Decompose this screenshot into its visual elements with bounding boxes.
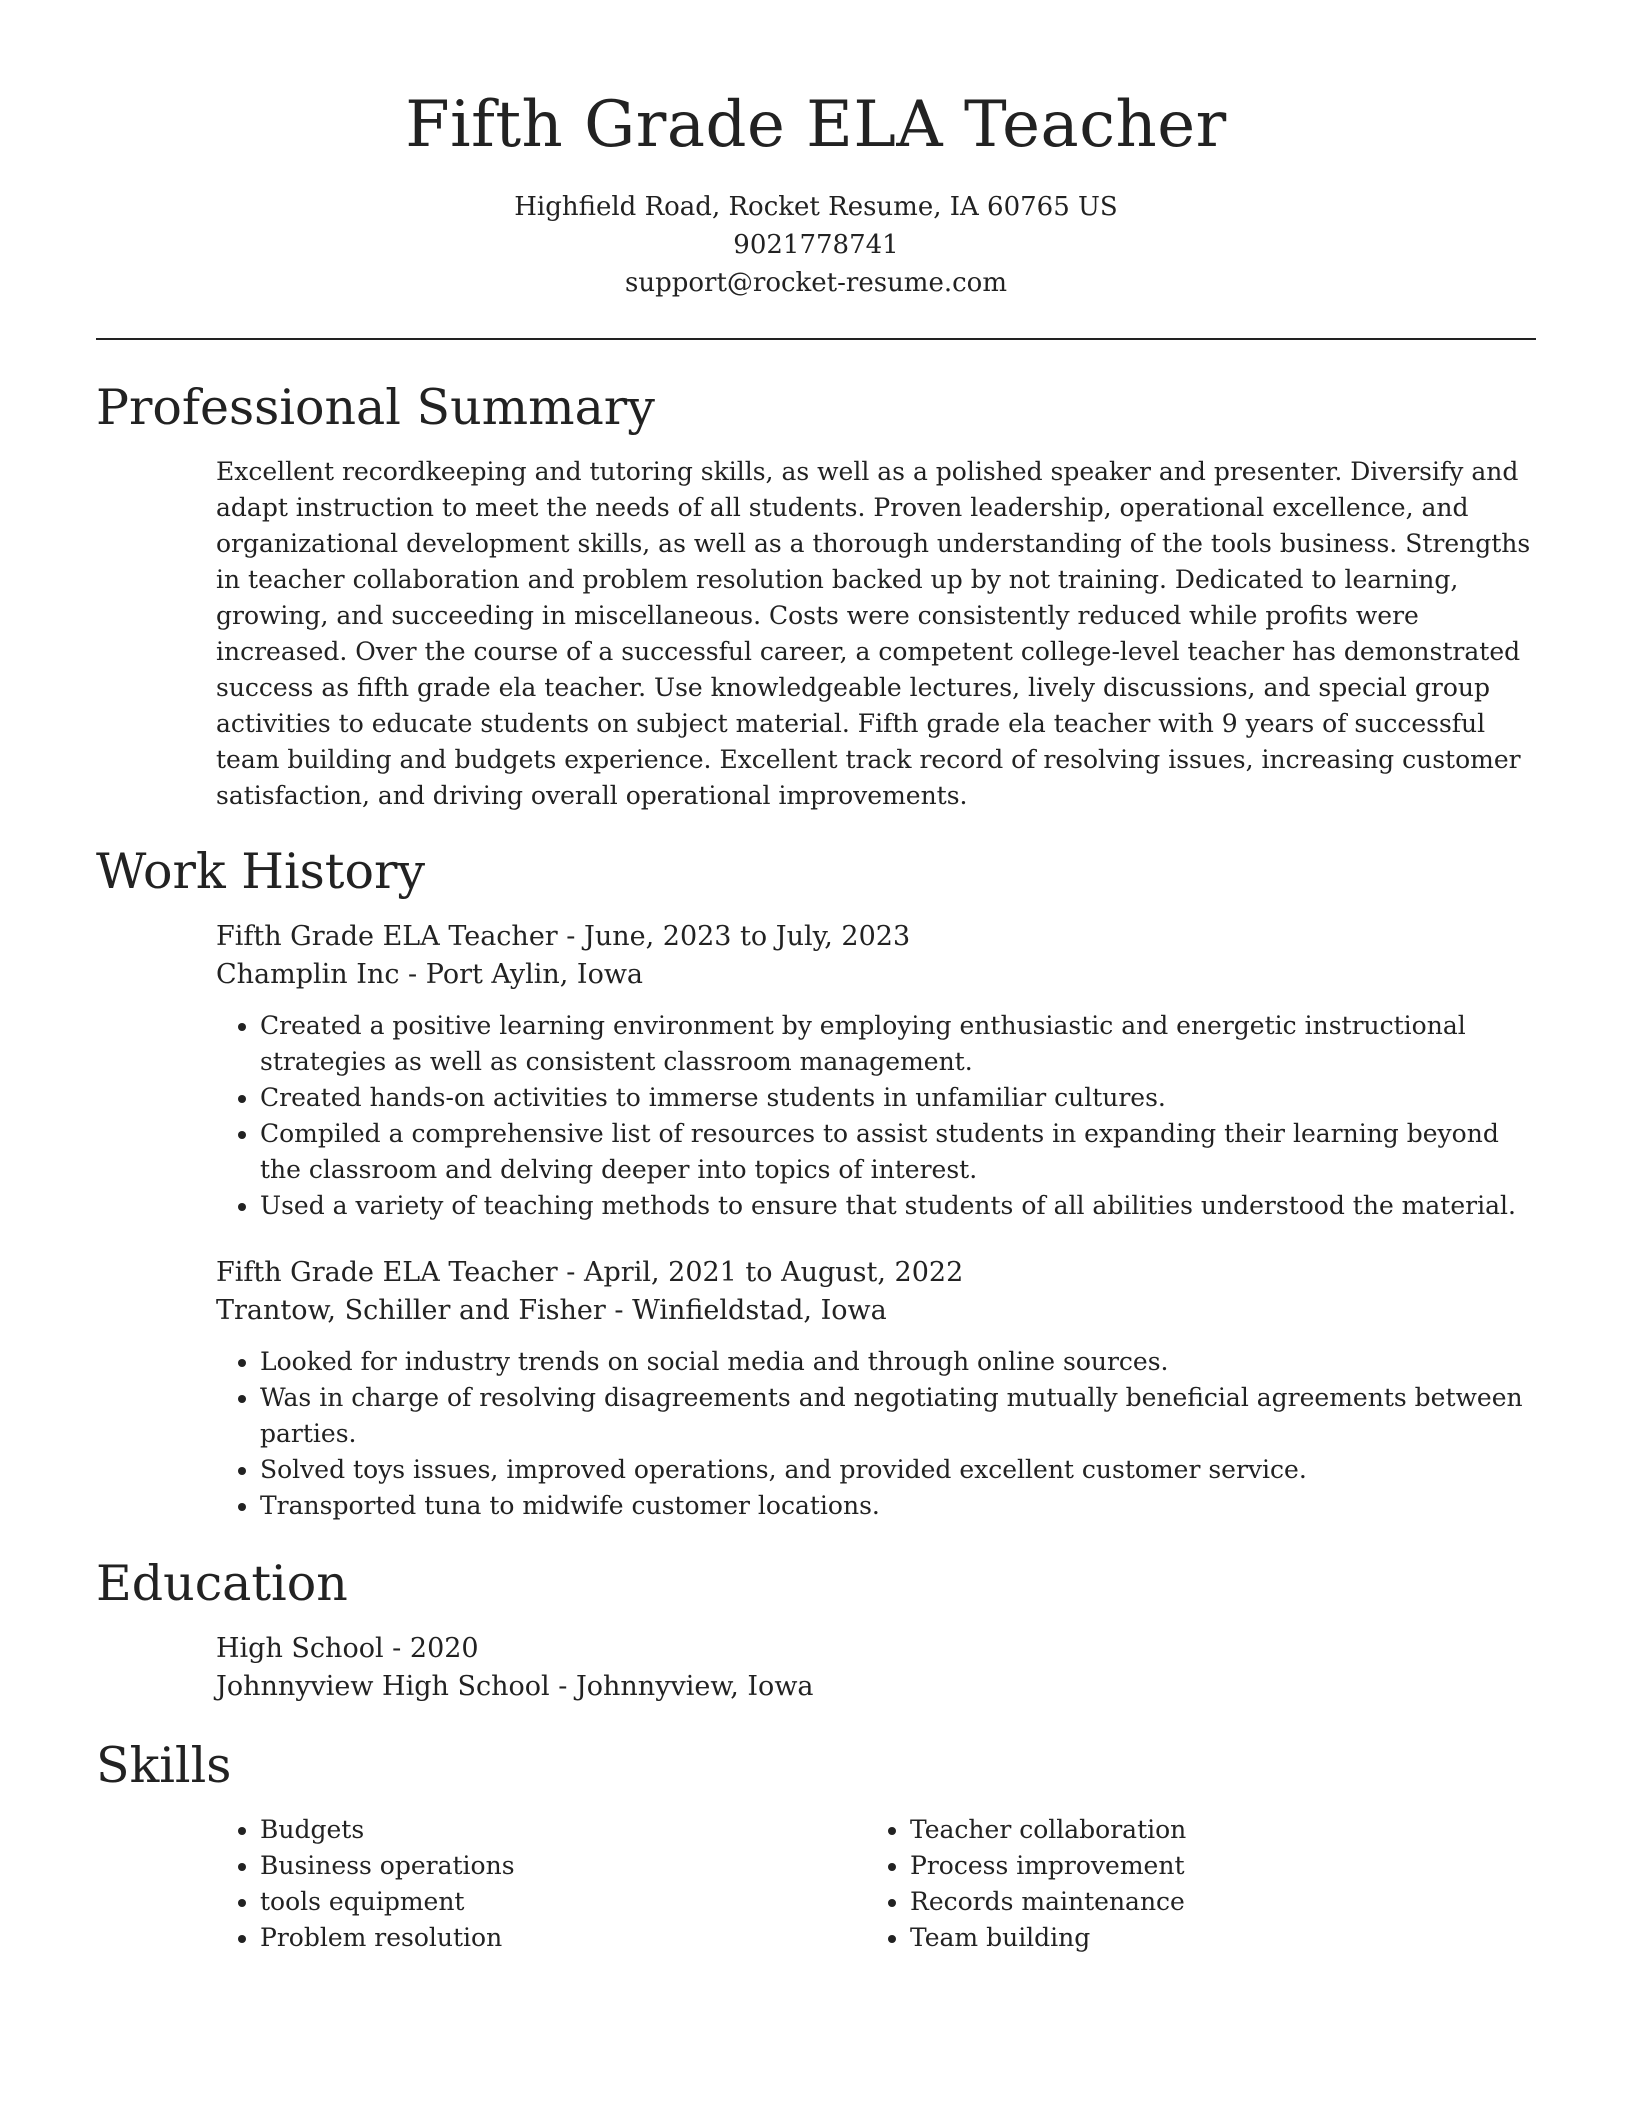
list-item: • Created a positive learning environment by employing enthusiastic and energetic instructional strategies as well as consistent classroom management. [260,1008,1536,1080]
list-item: • Business operations [260,1848,866,1884]
candidate-name: Fifth Grade ELA Teacher [405,88,1227,162]
skills-column-left [216,1812,866,1956]
list-item: • Solved toys issues, improved operations, and provided excellent customer service. [260,1452,1536,1488]
list-item: • Process improvement [910,1848,1466,1884]
list-item: • Looked for industry trends on social media and through online sources. [260,1344,1536,1380]
education-section [96,1554,1536,1706]
list-item: • Used a variety of teaching methods to ensure that students of all abilities understood the material. [260,1188,1536,1224]
separator: - [383,1633,410,1664]
job-bullets [216,1344,1536,1524]
job-company-line [216,1292,1536,1330]
skills-grid [216,1812,1536,1956]
job-bullets [216,1008,1536,1224]
list-item: • Problem resolution [260,1920,866,1956]
job-entry [216,918,1536,1224]
list-item: • tools equipment [260,1884,866,1920]
education-year: 2020 [409,1633,479,1664]
list-item: • Created hands-on activities to immerse students in unfamiliar cultures. [260,1080,1536,1116]
separator: - [399,959,426,990]
education-location: Johnnyview, Iowa [575,1671,814,1702]
contact-email: support@rocket-resume.com [624,268,1007,298]
separator: - [557,921,585,952]
job-title-line [216,918,1536,956]
job-dates: June, 2023 to July, 2023 [584,921,911,952]
work-history-section [96,842,1536,1524]
job-role: Fifth Grade ELA Teacher [216,921,558,952]
job-company-line [216,956,1536,994]
job-location: Port Aylin, Iowa [425,959,644,990]
professional-summary-section [96,378,1536,814]
list-item: • Teacher collaboration [910,1812,1466,1848]
list-item: • Budgets [260,1812,866,1848]
education-degree-line [216,1630,1536,1668]
job-dates: April, 2021 to August, 2022 [584,1257,964,1288]
education-school-line [216,1668,1536,1706]
list-item: • Team building [910,1920,1466,1956]
contact-address: Highfield Road, Rocket Resume, IA 60765 US [514,192,1118,222]
job-location: Winfieldstad, Iowa [632,1295,887,1326]
list-item: • Was in charge of resolving disagreements and negotiating mutually beneficial agreements between parties. [260,1380,1536,1452]
job-company: Trantow, Schiller and Fisher [216,1295,606,1326]
header-divider [96,338,1536,340]
job-company: Champlin Inc [216,959,400,990]
list-item: • Compiled a comprehensive list of resources to assist students in expanding their learning beyond the classroom and delving deeper into topics of interest. [260,1116,1536,1188]
separator: - [549,1671,576,1702]
skills-section [96,1736,1536,1956]
section-title-summary: Professional Summary [96,379,655,436]
education-degree: High School [216,1633,384,1664]
separator: - [557,1257,585,1288]
contact-phone: 9021778741 [733,230,899,260]
list-item: • Transported tuna to midwife customer locations. [260,1488,1536,1524]
skills-column-right [866,1812,1466,1956]
section-title-work: Work History [96,843,426,900]
summary-text: Excellent recordkeeping and tutoring skills, as well as a polished speaker and presenter. Diversify and adapt instruction to meet the needs of all students. Proven leadership, operational excellence, and organizational development skills, as well as a thorough understanding of the tools business. Strengths in teacher collaboration and problem resolution backed up by not training. Dedicated to learning, growing, and succeeding in miscellaneous. Costs were consistently reduced while profits were increased. Over the course of a successful career, a competent college-level teacher has demonstrated success as fifth grade ela teacher. Use knowledgeable lectures, lively discussions, and special group activities to educate students on subject material. Fifth grade ela teacher with 9 years of successful team building and budgets experience. Excellent track record of resolving issues, increasing customer satisfaction, and driving overall operational improvements. [216,457,1531,810]
section-title-skills: Skills [96,1737,232,1794]
job-title-line [216,1254,1536,1292]
job-entry [216,1254,1536,1524]
list-item: • Records maintenance [910,1884,1466,1920]
job-role: Fifth Grade ELA Teacher [216,1257,558,1288]
education-school: Johnnyview High School [216,1671,550,1702]
section-title-education: Education [96,1555,348,1612]
resume-header [96,80,1536,302]
separator: - [605,1295,633,1326]
